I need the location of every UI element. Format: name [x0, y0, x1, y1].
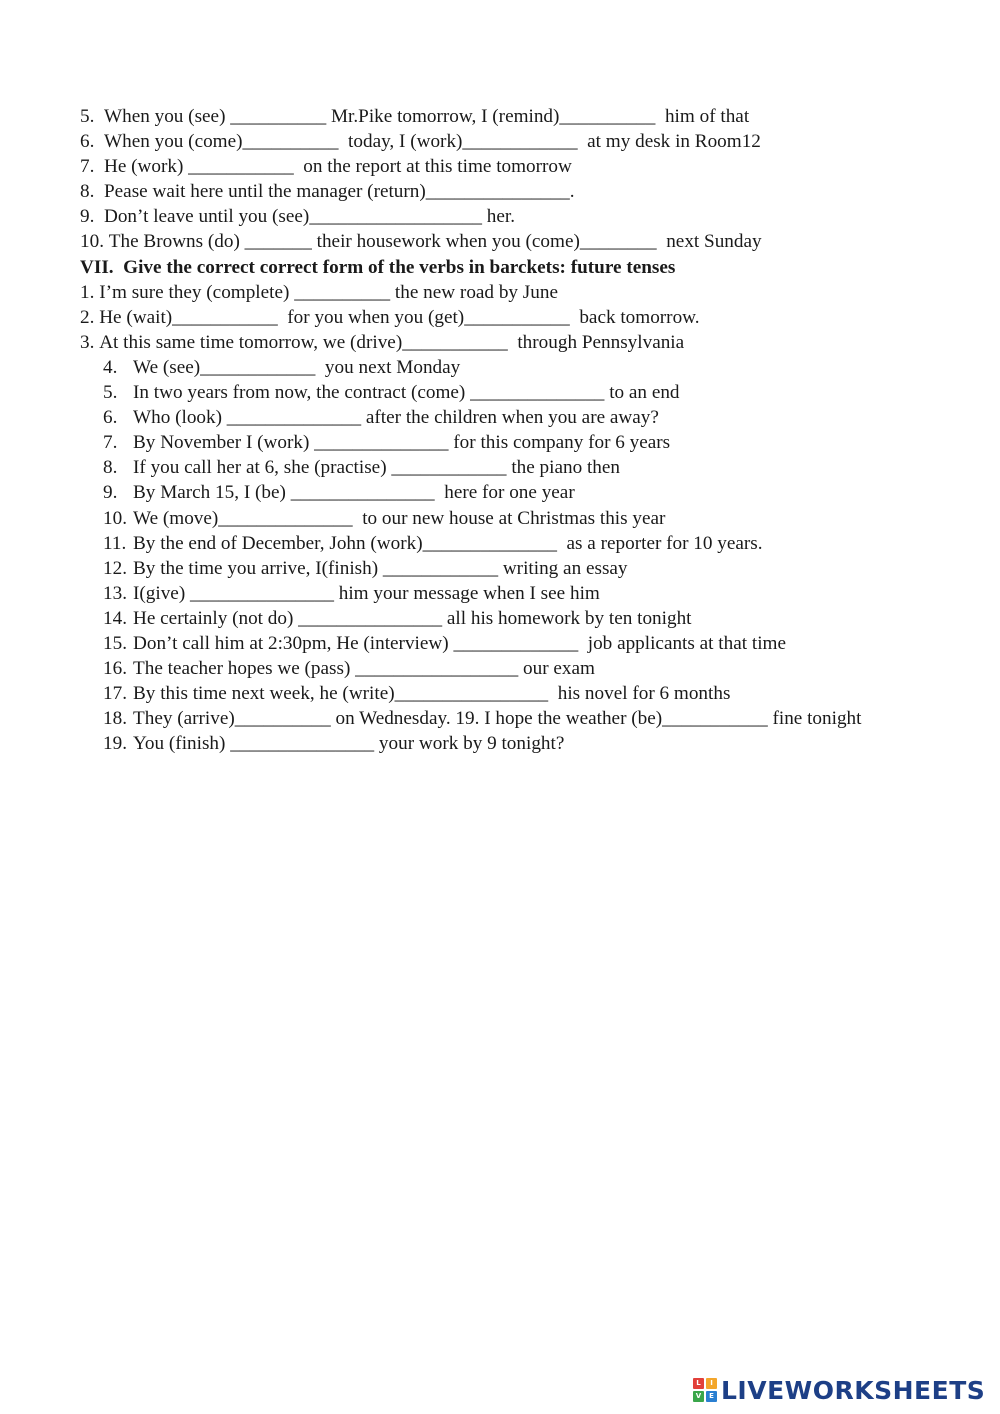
- item-number: 17.: [103, 683, 127, 705]
- answer-blank[interactable]: ______________: [218, 507, 353, 529]
- exercise-item: [0, 104, 1000, 129]
- item-text: the new road by June: [390, 281, 558, 303]
- exercise-item: [0, 581, 1000, 606]
- answer-blank[interactable]: _________________: [355, 658, 519, 680]
- item-text: The teacher hopes we (pass): [133, 658, 356, 680]
- exercise-item: [0, 480, 1000, 505]
- exercise-item: [0, 229, 1000, 254]
- exercise-item: [0, 330, 1000, 355]
- answer-blank[interactable]: ____________: [382, 557, 499, 579]
- answer-blank[interactable]: _______________: [425, 181, 570, 203]
- item-text: By the time you arrive, I(finish): [133, 557, 383, 579]
- item-number: 8.: [103, 457, 118, 479]
- logo-text: LIVEWORKSHEETS: [721, 1375, 986, 1405]
- answer-blank[interactable]: __________: [230, 106, 327, 127]
- item-text: If you call her at 6, she (practise): [133, 457, 392, 479]
- item-text: at my desk in Room12: [577, 131, 761, 153]
- item-text: through Pennsylvania: [507, 331, 685, 353]
- answer-blank[interactable]: _______________: [298, 607, 443, 629]
- item-text: on the report at this time tomorrow: [293, 156, 572, 178]
- exercise-item: [0, 531, 1000, 556]
- item-text: as a reporter for 10 years.: [556, 532, 763, 554]
- item-number: 16.: [103, 658, 127, 680]
- section-seven-intro-list: [0, 280, 1000, 355]
- item-number: 19.: [103, 733, 127, 755]
- item-text: after the children when you are away?: [361, 407, 659, 429]
- answer-blank[interactable]: ______________: [470, 382, 605, 404]
- item-number: 8.: [80, 181, 104, 203]
- item-number: 5.: [103, 382, 118, 404]
- item-number: 7.: [80, 156, 104, 178]
- item-text: him your message when I see him: [333, 582, 600, 604]
- worksheet-body: [0, 104, 1000, 756]
- item-text: for you when you (get): [277, 306, 465, 328]
- item-text: all his homework by ten tonight: [442, 607, 692, 629]
- answer-blank[interactable]: __________: [294, 281, 391, 303]
- item-text: the piano then: [506, 457, 621, 479]
- exercise-item: [0, 280, 1000, 305]
- exercise-item: [0, 455, 1000, 480]
- item-text: They (arrive): [133, 708, 235, 730]
- exercise-item: [0, 556, 1000, 581]
- answer-blank[interactable]: ___________: [464, 306, 570, 328]
- answer-blank[interactable]: __________: [234, 708, 331, 730]
- item-text: job applicants at that time: [578, 632, 786, 654]
- exercise-item: [0, 129, 1000, 154]
- item-text: Pease wait here until the manager (return): [103, 181, 426, 203]
- item-number: 11.: [103, 532, 127, 554]
- item-text: her.: [482, 206, 516, 228]
- item-text: our exam: [518, 658, 595, 680]
- item-number: 6.: [103, 407, 118, 429]
- item-text: writing an essay: [498, 557, 628, 579]
- item-text: on Wednesday. 19. I hope the weather (be): [330, 708, 663, 730]
- item-text: In two years from now, the contract (come): [133, 382, 471, 404]
- item-text: He (wait): [99, 306, 173, 328]
- exercise-item: [0, 380, 1000, 405]
- item-text: to an end: [604, 382, 680, 404]
- exercise-item: [0, 656, 1000, 681]
- item-text: to our new house at Christmas this year: [352, 507, 666, 529]
- item-text: By November I (work): [133, 432, 315, 454]
- item-text: We (see): [133, 356, 201, 378]
- item-number: 1.: [80, 281, 100, 303]
- answer-blank[interactable]: ___________: [662, 708, 768, 730]
- item-text: Don’t leave until you (see): [103, 206, 310, 228]
- answer-blank[interactable]: ___________: [172, 306, 278, 328]
- item-number: 18.: [103, 708, 127, 730]
- answer-blank[interactable]: ____________: [391, 457, 507, 479]
- item-number: 10.: [103, 507, 127, 529]
- answer-blank[interactable]: ______________: [422, 532, 557, 554]
- section-heading: VII. Give the correct correct form of the verbs in barckets: future tenses: [80, 256, 676, 278]
- item-text: At this same time tomorrow, we (drive): [99, 331, 403, 353]
- item-text: He certainly (not do): [133, 607, 299, 629]
- item-text: When you (see): [103, 106, 231, 127]
- item-text: By the end of December, John (work): [133, 532, 423, 554]
- item-text: The Browns (do): [108, 231, 245, 253]
- item-number: 5.: [80, 106, 104, 127]
- section-seven-list: [0, 355, 1000, 757]
- item-number: 2.: [80, 306, 100, 328]
- exercise-item: [0, 681, 1000, 706]
- item-text: for this company for 6 years: [448, 432, 671, 454]
- answer-blank[interactable]: ________________: [394, 683, 549, 705]
- item-text: He (work): [103, 156, 189, 178]
- section-six-list: [0, 104, 1000, 255]
- item-number: 9.: [80, 206, 104, 228]
- answer-blank[interactable]: _______________: [290, 482, 435, 504]
- item-text: You (finish): [133, 733, 231, 755]
- answer-blank[interactable]: __________: [242, 131, 339, 153]
- exercise-item: [0, 405, 1000, 430]
- item-text: next Sunday: [656, 231, 762, 253]
- item-text: your work by 9 tonight?: [374, 733, 565, 755]
- item-number: 7.: [103, 432, 118, 454]
- item-number: 10.: [80, 231, 109, 253]
- answer-blank[interactable]: ____________: [462, 131, 578, 153]
- item-text: Don’t call him at 2:30pm, He (interview): [133, 632, 454, 654]
- answer-blank[interactable]: _______________: [190, 582, 334, 604]
- item-text: I’m sure they (complete): [99, 281, 295, 303]
- item-text: you next Monday: [315, 356, 461, 378]
- item-text: their housework when you (come): [311, 231, 580, 253]
- item-number: 3.: [80, 331, 100, 353]
- item-number: 15.: [103, 632, 127, 654]
- item-text: here for one year: [434, 482, 575, 504]
- answer-blank[interactable]: ______________: [226, 407, 362, 429]
- item-text: Mr.Pike tomorrow, I (remind): [326, 106, 560, 127]
- exercise-item: [0, 706, 1000, 731]
- item-text: We (move): [133, 507, 219, 529]
- answer-blank[interactable]: ___________: [188, 156, 294, 178]
- item-text: him of that: [655, 106, 750, 127]
- answer-blank[interactable]: _______________: [230, 733, 375, 755]
- item-text: By March 15, I (be): [133, 482, 291, 504]
- exercise-item: [0, 179, 1000, 204]
- answer-blank[interactable]: ______________: [314, 432, 449, 454]
- answer-blank[interactable]: ________: [579, 231, 657, 253]
- item-text: Who (look): [133, 407, 227, 429]
- item-text: .: [569, 181, 575, 203]
- exercise-item: [0, 631, 1000, 656]
- liveworksheets-logo: [693, 1374, 985, 1406]
- answer-blank[interactable]: __________________: [309, 206, 482, 228]
- exercise-item: [0, 506, 1000, 531]
- item-text: When you (come): [103, 131, 243, 153]
- exercise-item: [0, 606, 1000, 631]
- exercise-item: [0, 204, 1000, 229]
- item-text: By this time next week, he (write): [133, 683, 395, 705]
- item-text: back tomorrow.: [569, 306, 700, 328]
- logo-mark-icon: L I V E: [693, 1378, 717, 1402]
- exercise-item: [0, 305, 1000, 330]
- exercise-item: [0, 355, 1000, 380]
- item-number: 4.: [103, 356, 118, 378]
- answer-blank[interactable]: _______: [244, 231, 312, 253]
- item-text: his novel for 6 months: [548, 683, 731, 705]
- item-number: 14.: [103, 607, 127, 629]
- item-text: today, I (work): [338, 131, 463, 153]
- item-text: fine tonight: [767, 708, 862, 730]
- item-number: 6.: [80, 131, 104, 153]
- answer-blank[interactable]: _____________: [453, 632, 579, 654]
- item-number: 13.: [103, 582, 127, 604]
- item-number: 9.: [103, 482, 118, 504]
- exercise-item: [0, 731, 1000, 756]
- exercise-item: [0, 154, 1000, 179]
- answer-blank[interactable]: ___________: [402, 331, 508, 353]
- answer-blank[interactable]: ____________: [200, 356, 316, 378]
- item-text: I(give): [133, 582, 191, 604]
- exercise-item: [0, 430, 1000, 455]
- item-number: 12.: [103, 557, 127, 579]
- answer-blank[interactable]: __________: [559, 106, 656, 127]
